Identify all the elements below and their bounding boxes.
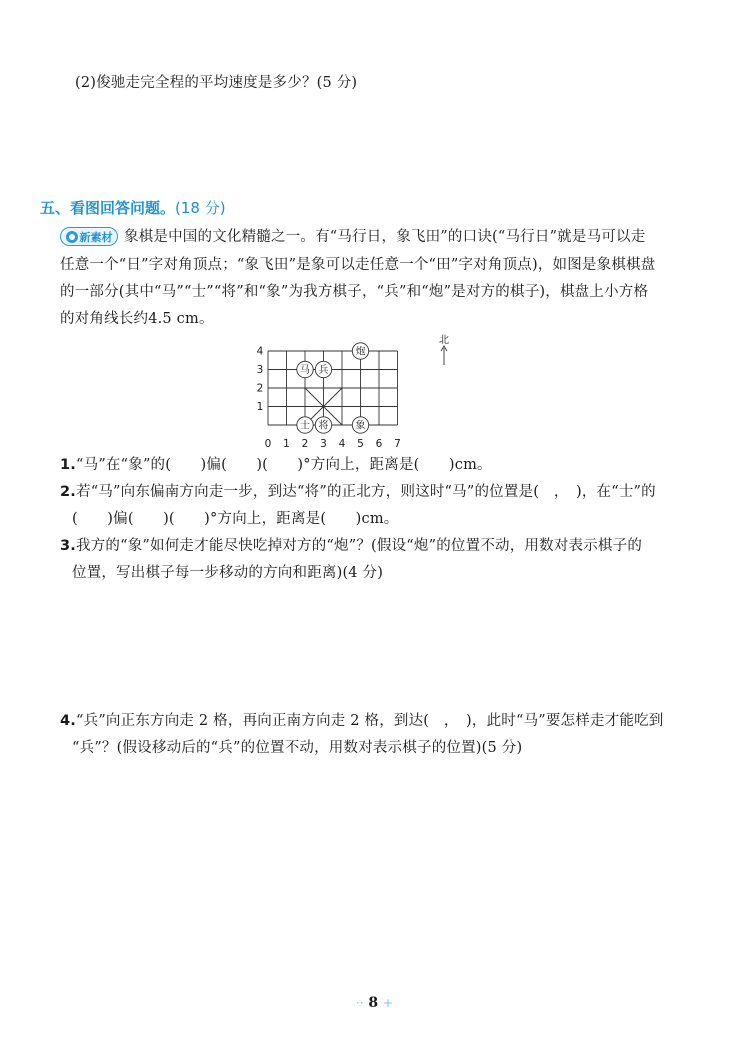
badge-label: 新素材: [79, 230, 113, 244]
y-tick-label: 1: [256, 401, 264, 413]
chess-piece-label: 将: [318, 420, 329, 432]
question-2-number: 2.: [60, 484, 76, 500]
intro-line-2: 任意一个“日”字对角顶点；“象飞田”是象可以走任意一个“田”字对角顶点)，如图是象棋棋盘: [60, 257, 656, 273]
chess-piece-label: 兵: [318, 365, 329, 377]
x-tick-label: 4: [338, 438, 346, 450]
question-2-text-1: 若“马”向东偏南方向走一步，到达“将”的正北方，则这时“马”的位置是( ， )，在“士”的: [76, 484, 656, 500]
section-points: (18 分): [175, 199, 226, 217]
question-3-line-1: [60, 536, 642, 556]
page-number: 8: [368, 995, 379, 1011]
y-tick-label: 3: [256, 364, 264, 376]
x-tick-label: 0: [264, 438, 272, 450]
question-4-text-1: “兵”向正东方向走 2 格，再向正南方向走 2 格，到达( ， )，此时“马”要怎样走才能吃到: [76, 713, 664, 729]
footer-left-decoration: ··: [355, 996, 364, 1010]
north-label: 北: [439, 335, 449, 346]
chess-piece-label: 马: [300, 365, 310, 377]
north-arrow-icon: [441, 346, 447, 365]
chess-piece: [352, 417, 368, 433]
chess-piece: [297, 417, 313, 433]
chess-piece: [315, 361, 331, 377]
footer-right-decoration: +: [383, 996, 394, 1010]
y-tick-label: 2: [256, 382, 264, 395]
chess-board-diagram: [250, 330, 460, 450]
question-4-line-1: [60, 711, 664, 731]
y-tick-label: 4: [256, 345, 264, 358]
question-4-line-2: “兵”？(假设移动后的“兵”的位置不动，用数对表示棋子的位置)(5 分): [72, 740, 523, 756]
intro-line-4: 的对角线长约4.5 cm。: [60, 311, 214, 327]
x-tick-label: 7: [394, 438, 401, 450]
x-tick-label: 5: [357, 438, 364, 450]
x-tick-label: 1: [283, 438, 290, 450]
section-title: [40, 198, 226, 218]
badge-icon: [66, 231, 78, 243]
sub-question-2: (2)俊驰走完全程的平均速度是多少？(5 分): [75, 75, 358, 91]
question-3-line-2: 位置，写出棋子每一步移动的方向和距离)(4 分): [72, 565, 384, 581]
question-3-text-1: 我方的“象”如何走才能尽快吃掉对方的“炮”？(假设“炮”的位置不动，用数对表示棋子的: [76, 538, 643, 554]
question-1: [60, 455, 492, 475]
intro-line-3: 的一部分(其中“马”“士”“将”和“象”为我方棋子，“兵”和“炮”是对方的棋子)，棋盘上小方格: [60, 284, 649, 300]
intro-line-1: 象棋是中国的文化精髓之一。有“马行日，象飞田”的口诀(“马行日”就是马可以走: [124, 229, 646, 245]
question-1-number: 1.: [60, 457, 76, 473]
question-2-line-1: [60, 482, 656, 502]
new-material-badge: [60, 227, 118, 246]
x-tick-label: 2: [301, 438, 309, 450]
chess-piece: [315, 417, 331, 433]
x-tick-label: 3: [320, 438, 327, 450]
chess-piece-label: 炮: [355, 346, 366, 358]
chess-piece-label: 士: [300, 420, 310, 432]
question-2-line-2: ( )偏( )( )°方向上，距离是( )cm。: [72, 511, 399, 527]
chess-piece: [352, 343, 368, 359]
section-title-text: 五、看图回答问题。: [40, 199, 176, 217]
chess-piece: [297, 361, 313, 377]
question-1-text: “马”在“象”的( )偏( )( )°方向上，距离是( )cm。: [76, 457, 492, 473]
page-footer: [0, 995, 749, 1011]
x-tick-label: 6: [375, 438, 383, 450]
question-4-number: 4.: [60, 713, 76, 729]
question-3-number: 3.: [60, 538, 76, 554]
chess-piece-label: 象: [355, 420, 366, 432]
